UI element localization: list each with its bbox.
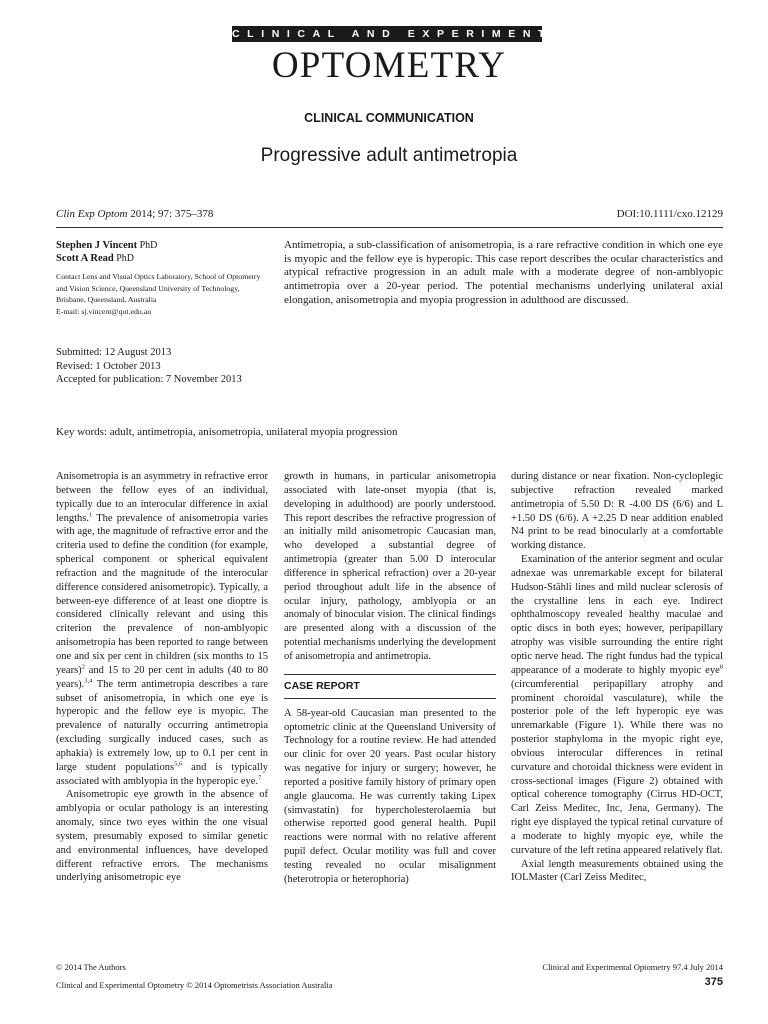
author-email[interactable]: E-mail: sj.vincent@qut.edu.au — [56, 306, 152, 316]
paragraph: Axial length measurements obtained using the IOLMaster (Carl Zeiss Meditec, — [511, 858, 723, 884]
header-rule — [56, 227, 723, 228]
reference-mark[interactable]: 2 — [81, 663, 85, 671]
body-column-2 — [284, 470, 496, 887]
footer-copyright-authors: © 2014 The Authors — [56, 962, 126, 972]
body-column-1 — [56, 470, 268, 885]
submitted-date: Submitted: 12 August 2013 — [56, 347, 172, 358]
reference-mark[interactable]: 1 — [88, 511, 93, 519]
case-report-heading: CASE REPORT — [284, 674, 496, 699]
reference-mark[interactable]: 7 — [258, 774, 262, 782]
journal-band: CLINICAL AND EXPERIMENTAL — [232, 28, 581, 40]
affiliation-block — [56, 271, 271, 317]
abstract: Antimetropia, a sub-classification of anisometropia, is a rare refractive condition in which one eye is myopic and the fellow eye is hyperopic. This case report describes the ocular characteristics and atypical refractive progression in an adult male with a moderate degree of non-amblyopic antimetropia over a 20-year period. The potential mechanisms underlying unilateral axial elongation, anisometropia and myopia progression in adulthood are discussed. — [284, 239, 723, 306]
paragraph: A 58-year-old Caucasian man presented to the optometric clinic at the Queensland University of Technology for a routine review. He had attended our clinic for over 20 years. Past ocular history was negative for injury or surgery; however, he reported a positive family history of primary open angle glaucoma. He was currently taking Lipex (simvastatin) for hypercholesterolaemia but otherwise reported good general health. Pupil reactions were normal with no relative afferent pupil defect. Ocular motility was full and cover testing revealed no ocular misalignment (heterotropia or heterophoria) — [284, 707, 496, 885]
page-number: 375 — [704, 976, 723, 988]
journal-title: OPTOMETRY — [271, 45, 507, 86]
author: Scott A Read PhD — [56, 253, 135, 264]
body-column-3 — [511, 470, 723, 885]
volume-info: 2014; 97: 375–378 — [127, 208, 214, 220]
paragraph: Examination of the anterior segment and ocular adnexae was unremarkable except for bilateral Hudson-Stähli lines and mild nuclear sclerosis of the crystalline lens in each eye. Indirect ophthalmoscopy revealed healthy maculae and optic discs in both eyes; however, peripapillary atrophy was visible surrounding the entire right optic nerve head. The right fundus had the typical appearance of a moderate to highly myopic eye$^8$ (circumferential peripapillary atrophy and prominent choroidal vasculature), while the posterior pole of the left hyperopic eye was unremarkable (Figure 1). While there was no posterior staphyloma in the myopic right eye, obvious interocular differences in retinal curvature and choroidal thickness were evident in cross-sectional images (Figure 2) obtained with optical coherence tomography (Cirrus HD-OCT, Carl Zeiss Meditec, Inc, Jena, Germany). The right eye displayed the typical retinal curvature of a moderate to highly myopic eye, while the curvature of the left retina appeared relatively flat. — [511, 554, 723, 856]
author: Stephen J Vincent PhD — [56, 240, 158, 251]
section-label: CLINICAL COMMUNICATION — [304, 111, 474, 125]
reference-mark[interactable]: 8 — [719, 663, 723, 671]
paragraph: during distance or near fixation. Non-cycloplegic subjective refraction revealed marked antimetropia of 5.50 D: R -4.00 DS (6/6) and L +1.50 DS (6/6). A +2.25 D near addition enabled N4 print to be read binocularly at a comfortable working distance. — [511, 471, 723, 552]
paragraph: growth in humans, in particular anisometropia associated with late-onset myopia (that is, developing in adulthood) are poorly understood. This report describes the refractive progression of an initially mild anisometropic Caucasian man, who developed a substantial degree of antimetropia (greater than 5.00 D interocular difference in spherical refraction) over a 20-year period throughout adult life in the absence of ocular injury, pathology, amblyopia or an anomaly of binocular vision. The clinical findings are presented along with a discussion of the potential mechanisms underlying the development of anisometropia and antimetropia. — [284, 471, 496, 662]
citation — [56, 208, 213, 220]
keywords: Key words: adult, antimetropia, anisometropia, unilateral myopia progression — [56, 426, 398, 438]
paragraph: Anisometropia is an asymmetry in refractive error between the fellow eyes of an individual, typically due to an interocular difference in axial lengths.$^1$ The prevalence of anisometropia varies with age, the magnitude of refractive error and the criteria used to define the condition (for example, spherical component or spherical equivalent refraction and the magnitude of the interocular difference considered anisometropic). Typically, a between-eye difference of at least one dioptre is considered clinically relevant and using this criterion the prevalence of non-amblyopic anisometropia has been reported to range between one and six per cent in children (six months to 15 years)$^2$ and 15 to 20 per cent in adults (40 to 80 years).$^{3,4}$ The term antimetropia describes a rare subset of anisometropia, in which one eye is hyperopic and the fellow eye is myopic. The prevalence of naturally occurring antimetropia (excluding surgically induced cases, such as aphakia) is extremely low, up to 0.1 per cent in large student populations$^{5,6}$ and is typically associated with amblyopia in the hyperopic eye.$^7$ — [56, 471, 268, 787]
reference-mark[interactable]: 3,4 — [84, 677, 93, 685]
author-list — [56, 239, 271, 265]
article-title: Progressive adult antimetropia — [260, 145, 518, 166]
submission-dates — [56, 346, 271, 387]
reference-mark[interactable]: 5,6 — [174, 760, 183, 768]
accepted-date: Accepted for publication: 7 November 2013 — [56, 374, 242, 385]
affiliation: Contact Lens and Visual Optics Laboratory, School of Optometry and Vision Science, Queensland University of Technology, Brisbane, Queensland, Australia — [56, 272, 261, 305]
doi: DOI:10.1111/cxo.12129 — [616, 208, 723, 220]
paragraph: Anisometropic eye growth in the absence of amblyopia or ocular pathology is an interesting anomaly, since two eyes within the one visual system, presumably exposed to similar genetic and environmental influences, have developed different refractive errors. The mechanisms underlying anisometropic eye — [56, 789, 268, 884]
footer-copyright-journal: Clinical and Experimental Optometry © 2014 Optometrists Association Australia — [56, 980, 333, 990]
revised-date: Revised: 1 October 2013 — [56, 360, 161, 372]
journal-abbrev: Clin Exp Optom — [56, 208, 128, 220]
footer-issue: Clinical and Experimental Optometry 97.4 July 2014 — [542, 962, 723, 972]
